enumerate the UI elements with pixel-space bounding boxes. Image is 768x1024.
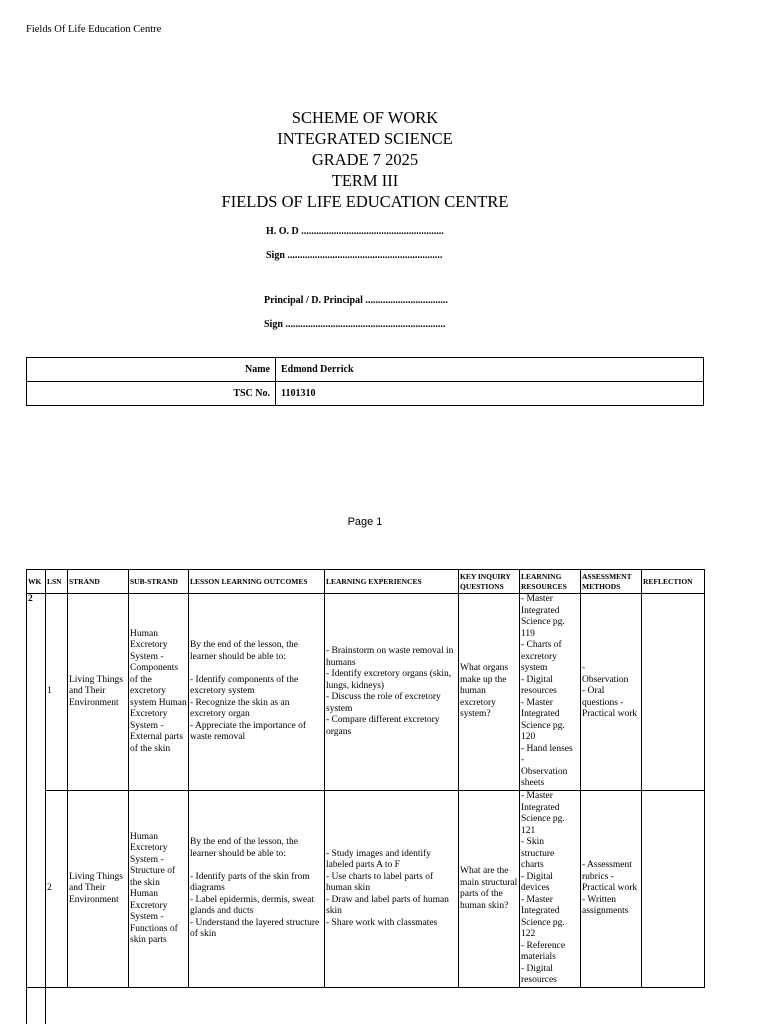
title-line: TERM III — [331, 171, 399, 190]
assessment-cell: - Observation - Oral questions - Practical work — [581, 594, 642, 791]
table-continuation-line — [26, 988, 27, 1024]
lsn-cell: 2 — [46, 791, 68, 988]
title-line: FIELDS OF LIFE EDUCATION CENTRE — [221, 192, 509, 211]
tsc-label: TSC No. — [27, 382, 276, 406]
header-note: Fields Of Life Education Centre — [26, 24, 162, 35]
outcomes-cell: By the end of the lesson, the learner should be able to: - Identify components of the excretory system - Recognize the skin as an excretory organ - Appreciate the importance of waste removal — [189, 594, 325, 791]
header-lsn: LSN — [46, 570, 68, 594]
table-continuation-line — [45, 988, 46, 1024]
experiences-cell: - Brainstorm on waste removal in humans - Identify excretory organs (skin, lungs, kidneys) - Discuss the role of excretory system - Compare different excretory organs — [325, 594, 459, 791]
header-questions: KEY INQUIRY QUESTIONS — [459, 570, 520, 594]
principal-signature-line: Principal / D. Principal ................................. — [264, 295, 448, 306]
table-row — [27, 594, 705, 791]
page-number: Page 1 — [347, 516, 383, 528]
week-cell: 2 — [27, 594, 46, 988]
header-wk: WK — [27, 570, 46, 594]
title-line: INTEGRATED SCIENCE — [277, 129, 453, 148]
header-resources: LEARNING RESOURCES — [520, 570, 581, 594]
questions-cell: What are the main structural parts of the human skin? — [459, 791, 520, 988]
header-strand: STRAND — [68, 570, 129, 594]
header-outcomes: LESSON LEARNING OUTCOMES — [189, 570, 325, 594]
reflection-cell — [642, 791, 705, 988]
title-line: SCHEME OF WORK — [291, 108, 439, 127]
table-row — [27, 791, 705, 988]
substrand-cell: Human Excretory System - Structure of the skin Human Excretory System - Functions of skin parts — [129, 791, 189, 988]
resources-cell: - Master Integrated Science pg. 119 - Charts of excretory system - Digital resources - Master Integrated Science pg. 120 - Hand lenses - Observation sheets — [520, 594, 581, 791]
strand-cell: Living Things and Their Environment — [68, 594, 129, 791]
sign-line-2: Sign ................................................................ — [264, 319, 446, 330]
title-line: GRADE 7 2025 — [311, 150, 419, 169]
header-sub-strand: SUB-STRAND — [129, 570, 189, 594]
teacher-info-table — [26, 357, 704, 406]
name-row — [27, 358, 704, 382]
assessment-cell: - Assessment rubrics - Practical work - Written assignments — [581, 791, 642, 988]
resources-cell: - Master Integrated Science pg. 121 - Skin structure charts - Digital devices - Master Integrated Science pg. 122 - Reference materials - Digital resources — [520, 791, 581, 988]
outcomes-cell: By the end of the lesson, the learner should be able to: - Identify parts of the skin from diagrams - Label epidermis, dermis, sweat glands and ducts - Understand the layered structure of skin — [189, 791, 325, 988]
reflection-cell — [642, 594, 705, 791]
tsc-row — [27, 382, 704, 406]
tsc-value: 1101310 — [276, 382, 704, 406]
strand-cell: Living Things and Their Environment — [68, 791, 129, 988]
substrand-cell: Human Excretory System - Components of the excretory system Human Excretory System - External parts of the skin — [129, 594, 189, 791]
name-value: Edmond Derrick — [276, 358, 704, 382]
hod-signature-line: H. O. D ......................................................... — [266, 226, 444, 237]
header-experiences: LEARNING EXPERIENCES — [325, 570, 459, 594]
header-assessment: ASSESSMENT METHODS — [581, 570, 642, 594]
lsn-cell: 1 — [46, 594, 68, 791]
questions-cell: What organs make up the human excretory system? — [459, 594, 520, 791]
experiences-cell: - Study images and identify labeled parts A to F - Use charts to label parts of human skin - Draw and label parts of human skin - Share work with classmates — [325, 791, 459, 988]
header-reflection: REFLECTION — [642, 570, 705, 594]
name-label: Name — [27, 358, 276, 382]
document-title — [0, 107, 730, 212]
table-header-row — [27, 570, 705, 594]
scheme-of-work-table — [26, 569, 705, 988]
sign-line-1: Sign .............................................................. — [266, 250, 443, 261]
